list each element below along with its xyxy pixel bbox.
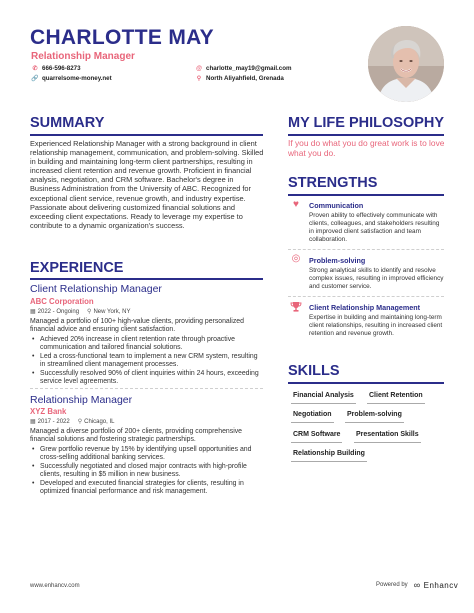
skill-tag: Problem-solving xyxy=(345,408,404,423)
contact-phone xyxy=(31,65,81,72)
calendar-icon: ▦ xyxy=(30,419,36,425)
philosophy-quote: If you do what you do great work is to love what you do. xyxy=(288,138,445,158)
calendar-icon: ▦ xyxy=(30,309,36,315)
job-meta xyxy=(30,418,114,425)
skill-tag: Client Retention xyxy=(367,389,425,404)
strength-title: Problem-solving xyxy=(309,256,366,265)
skill-tag: Presentation Skills xyxy=(354,428,421,443)
company-name: XYZ Bank xyxy=(30,407,67,416)
trophy-icon xyxy=(290,301,302,313)
contact-email[interactable] xyxy=(195,65,291,72)
location-pin-icon: ⚲ xyxy=(77,419,83,425)
job-separator xyxy=(30,388,263,389)
location-text: North Aliyahfield, Grenada xyxy=(206,75,284,82)
strength-title: Communication xyxy=(309,201,364,210)
achievement-item: • Led a cross-functional team to implement a new CRM system, resulting in streamlined client management processes. xyxy=(30,353,264,370)
summary-heading: SUMMARY xyxy=(30,115,105,131)
achievement-item: • Grew portfolio revenue by 15% by identifying upsell opportunities and cross-selling additional banking services. xyxy=(30,446,264,463)
job-location: Chicago, IL xyxy=(84,418,115,425)
strength-description: Expertise in building and maintaining long-term client relationships, resulting in increased client retention and revenue growth. xyxy=(309,314,443,337)
philosophy-divider xyxy=(288,134,444,136)
strength-description: Proven ability to effectively communicate with clients, colleagues, and stakeholders resulting in improved client satisfaction and team collaboration. xyxy=(309,212,440,243)
skill-tag: Relationship Building xyxy=(291,447,367,462)
experience-divider xyxy=(30,278,263,280)
job-achievements xyxy=(30,446,264,496)
philosophy-heading: MY LIFE PHILOSOPHY xyxy=(288,115,445,131)
strengths-divider xyxy=(288,194,444,196)
profile-photo xyxy=(368,26,444,102)
candidate-name: CHARLOTTE MAY xyxy=(30,26,214,49)
skill-tag: CRM Software xyxy=(291,428,342,443)
contact-location xyxy=(195,75,284,82)
strength-description: Strong analytical skills to identify and resolve complex issues, resulting in improved efficiency and customer service. xyxy=(309,267,444,290)
skill-tag: Negotiation xyxy=(291,408,334,423)
powered-by-text: Powered by xyxy=(376,582,408,588)
brand-name: Enhancv xyxy=(423,581,459,590)
achievement-item: • Successfully resolved 90% of client inquiries within 24 hours, exceeding service level agreements. xyxy=(30,370,264,387)
job-description: Managed a portfolio of 100+ high-value clients, providing personalized financial advice and ensuring client satisfaction. xyxy=(30,318,244,334)
location-pin-icon: ⚲ xyxy=(196,76,202,82)
enhancv-logo-icon[interactable]: ∞ Enhancv xyxy=(413,580,459,590)
skills-heading: SKILLS xyxy=(288,363,340,379)
job-meta xyxy=(30,308,130,315)
footer-website[interactable]: www.enhancv.com xyxy=(30,583,80,589)
target-icon: ◎ xyxy=(291,253,301,264)
achievement-item: • Successfully negotiated and closed major contracts with high-profile clients, resulting in $5 million in new business. xyxy=(30,463,264,480)
strength-separator xyxy=(288,249,444,250)
heart-icon: ♥ xyxy=(293,199,299,210)
strengths-heading: STRENGTHS xyxy=(288,175,378,191)
company-name: ABC Corporation xyxy=(30,297,94,306)
job-description: Managed a diverse portfolio of 200+ clients, providing comprehensive financial solutions and fostering strategic partnerships. xyxy=(30,428,243,444)
website-text[interactable]: quarrelsome-money.net xyxy=(42,75,112,82)
job-achievements xyxy=(30,336,264,386)
achievement-item: • Achieved 20% increase in client retention rate through proactive communication and tailored financial solutions. xyxy=(30,336,264,353)
link-icon: 🔗 xyxy=(31,76,39,82)
job-dates: 2017 - 2022 xyxy=(37,418,70,425)
summary-text: Experienced Relationship Manager with a strong background in client relationship management, communication, and problem-solving. Skilled in building and maintaining long-term client partnerships, resulting in increased client retention and revenue growth. Proficient in financial analysis, negotiation, and CRM software. Bachelor's degree in Business Administration from the University of ABC. Recognized for exceptional client service, revenue growth, and industry expertise. Passionate about delivering customized financial solutions and exceeding client expectations. Ready to leverage my expertise to contribute to a dynamic organization's success. xyxy=(30,139,264,230)
job-title: Client Relationship Manager xyxy=(30,283,162,295)
phone-icon: ✆ xyxy=(32,66,38,72)
portrait-image xyxy=(368,26,444,102)
job-location: New York, NY xyxy=(93,308,131,315)
experience-heading: EXPERIENCE xyxy=(30,260,124,276)
footer-branding xyxy=(376,580,458,590)
at-icon: @ xyxy=(196,65,202,72)
skill-tag: Financial Analysis xyxy=(291,389,356,404)
phone-text: 666-596-8273 xyxy=(42,65,81,72)
location-pin-icon: ⚲ xyxy=(87,309,92,315)
job-title: Relationship Manager xyxy=(30,394,133,406)
contact-website[interactable] xyxy=(31,75,112,82)
skills-divider xyxy=(288,382,444,384)
summary-divider xyxy=(30,134,263,136)
email-text[interactable]: charlotte_may19@gmail.com xyxy=(206,65,292,72)
candidate-role: Relationship Manager xyxy=(31,51,135,62)
trophy-shape xyxy=(290,301,302,313)
strength-title: Client Relationship Management xyxy=(309,303,421,312)
strength-separator xyxy=(288,296,444,297)
achievement-item: • Developed and executed financial strategies for clients, resulting in optimized financial performance and risk management. xyxy=(30,480,264,497)
job-dates: 2022 - Ongoing xyxy=(37,308,80,315)
